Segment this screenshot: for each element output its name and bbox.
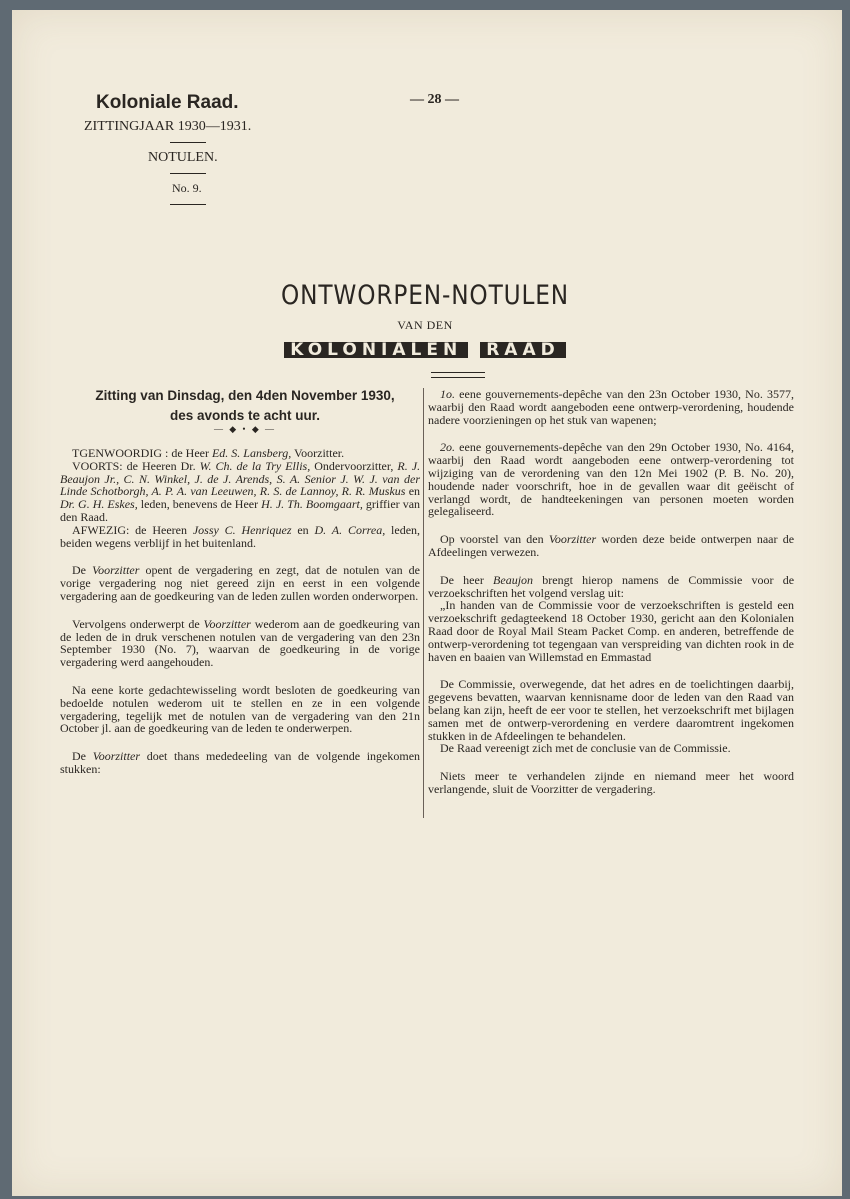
item-number: 2o.: [440, 440, 455, 455]
body-paragraph: De Raad vereenigt zich met de conclusie van de Commissie.: [440, 741, 731, 756]
body-paragraph: [428, 574, 794, 600]
divider: [170, 204, 206, 205]
text: de Heeren: [135, 522, 187, 537]
text: Op voorstel van den: [440, 532, 544, 547]
text: eene gouvernements-depêche van den 23n October 1930, No. 3577, waarbij den Raad wordt aangeboden eene ontwerp-verordening, houdende nadere voorzieningen op het stuk van wapenen;: [428, 387, 795, 427]
sitting-heading: [70, 386, 420, 426]
sitting-line-1: Zitting van Dinsdag, den 4den November 1930,: [95, 388, 395, 403]
incoming-item: [428, 441, 794, 518]
text: brengt hierop namens de Commissie voor de verzoekschriften het volgend verslag uit:: [428, 572, 795, 600]
absent-name: Jossy C. Henriquez: [192, 522, 292, 537]
chair-reference: Voorzitter: [92, 749, 141, 764]
text: wederom aan de goedkeuring van de leden de in druk verschenen notulen van de vergadering van den 23n September 1930 (No. 7), waarvan de goedkeuring in de vorige vergadering werd aangehouden.: [60, 616, 420, 670]
chair-reference: Voorzitter: [203, 616, 251, 631]
incoming-item: [428, 388, 794, 426]
text: doet thans mededeeling van de volgende ingekomen stukken:: [60, 749, 421, 776]
chair-reference: Voorzitter: [548, 532, 597, 547]
text: De heer: [440, 572, 484, 587]
text: De: [72, 563, 86, 578]
page-number: — 28 —: [410, 92, 459, 107]
issue-number: No. 9.: [172, 181, 202, 195]
section-label: NOTULEN.: [148, 150, 218, 165]
item-number: 1o.: [440, 387, 455, 401]
text: griffier van den Raad.: [60, 497, 421, 524]
body-paragraph: [60, 618, 420, 669]
report-quote: De Commissie, overwegende, dat het adres en de toelichtingen daarbij, gegevens bevatten, waarvan kennisname door de leden van den Raad van belang kan zijn, heeft de eer voor te stellen, het verzoekschrift met bijlagen samen met de ontwerp-verordening en verdere daaromtrent ingekomen stukken in de Afdeelingen te behandelen.: [428, 677, 794, 743]
document-title: ONTWORPEN-NOTULEN: [280, 280, 570, 311]
closing-paragraph: Niets meer te verhandelen zijnde en niemand meer het woord verlangende, sluit de Voorzitter de vergadering.: [428, 769, 794, 796]
text: en: [297, 522, 309, 537]
left-column: [60, 447, 420, 791]
report-quote: „In handen van de Commissie voor de verzoekschriften is gesteld een verzoekschrift gedagteekend 18 October 1930, gericht aan den Kolonialen Raad door de Royal Mail Steam Packet Comp. en anderen, betreffende de ontwerp-verordening tot tegengaan van verspreiding van dichten rook in de haven en baaien van Willemstad en Emmastad: [428, 598, 794, 664]
text: leden, beiden wegens verblijf in het buitenland.: [60, 522, 421, 550]
also-present-label: VOORTS:: [72, 458, 123, 473]
text: en: [408, 484, 421, 499]
absent-name: D. A. Correa,: [314, 522, 386, 537]
clerk-name: H. J. Th. Boomgaart,: [261, 497, 363, 512]
body-paragraph: [60, 564, 420, 602]
text: De: [72, 749, 86, 764]
divider: [170, 142, 206, 143]
text: leden, benevens de Heer: [140, 497, 259, 512]
text: eene gouvernements-depêche van den 29n October 1930, No. 4164, waarbij den Raad wordt aangeboden eene ontwerp-verordening tot wijziging van de verordening van den 12n Mei 1902 (P. B. No. 20), houdende nader voorschrift, hoe in de gevallen waar dit geëischt of verlangd wordt, de handteekeningen van personen moeten worden gelegaliseerd.: [428, 440, 795, 519]
organisation-name: Koloniale Raad.: [96, 92, 239, 113]
divider: [431, 372, 485, 373]
chair-name: Ed. S. Lansberg,: [211, 446, 292, 460]
text: de Heeren Dr.: [126, 458, 196, 473]
divider: [170, 173, 206, 174]
member-name: Dr. G. H. Eskes,: [60, 497, 138, 512]
banner-word: KOLONIALEN: [284, 342, 468, 358]
body-paragraph: [428, 533, 794, 559]
body-paragraph: Na eene korte gedachtewisseling wordt besloten de goedkeuring van bedoelde notulen wederom uit te stellen en ze in een volgende vergadering, tegelijk met de notulen van de vergadering van den 21n October jl. aan de goedkeuring van de leden te onderwerpen.: [60, 682, 420, 736]
also-present-paragraph: [60, 460, 420, 524]
right-column: [428, 388, 794, 811]
text: Ondervoorzitter,: [314, 458, 394, 473]
session-year: ZITTINGJAAR 1930—1931.: [84, 119, 252, 134]
text: de Heer: [171, 446, 209, 460]
banner-word: RAAD: [480, 342, 566, 358]
absent-label: AFWEZIG:: [72, 522, 130, 537]
chair-reference: Voorzitter: [92, 563, 140, 578]
member-names: R. J. Beaujon Jr., C. N. Winkel, J. de J. Arends, S. A. Senior J. W. J. van der Linde Schotborgh, A. P. A. van Leeuwen, R. S. de Lannoy, R. R. Muskus: [60, 458, 421, 499]
vice-chair-name: W. Ch. de la Try Ellis,: [199, 458, 311, 473]
sitting-line-2: des avonds te acht uur.: [169, 408, 321, 423]
ornament-divider: — ◆ • ◆ —: [214, 424, 276, 434]
body-paragraph: [60, 750, 420, 776]
member-reference: Beaujon: [493, 572, 534, 587]
text: Vervolgens onderwerpt de: [72, 616, 200, 631]
title-subtitle: VAN DEN: [397, 318, 453, 332]
divider: [431, 377, 485, 378]
body-name-banner: [0, 340, 850, 360]
column-divider: [423, 388, 424, 818]
absent-paragraph: [60, 524, 420, 550]
text: Voorzitter.: [294, 446, 345, 460]
text: opent de vergadering en zegt, dat de notulen van de vorige vergadering nog niet gereed zijn en eerst in een volgende vergadering aan de goedkeuring van de leden zullen worden onderworpen.: [60, 563, 420, 603]
text: worden deze beide ontwerpen naar de Afdeelingen verwezen.: [428, 532, 795, 559]
present-label: TGENWOORDIG :: [72, 446, 169, 460]
